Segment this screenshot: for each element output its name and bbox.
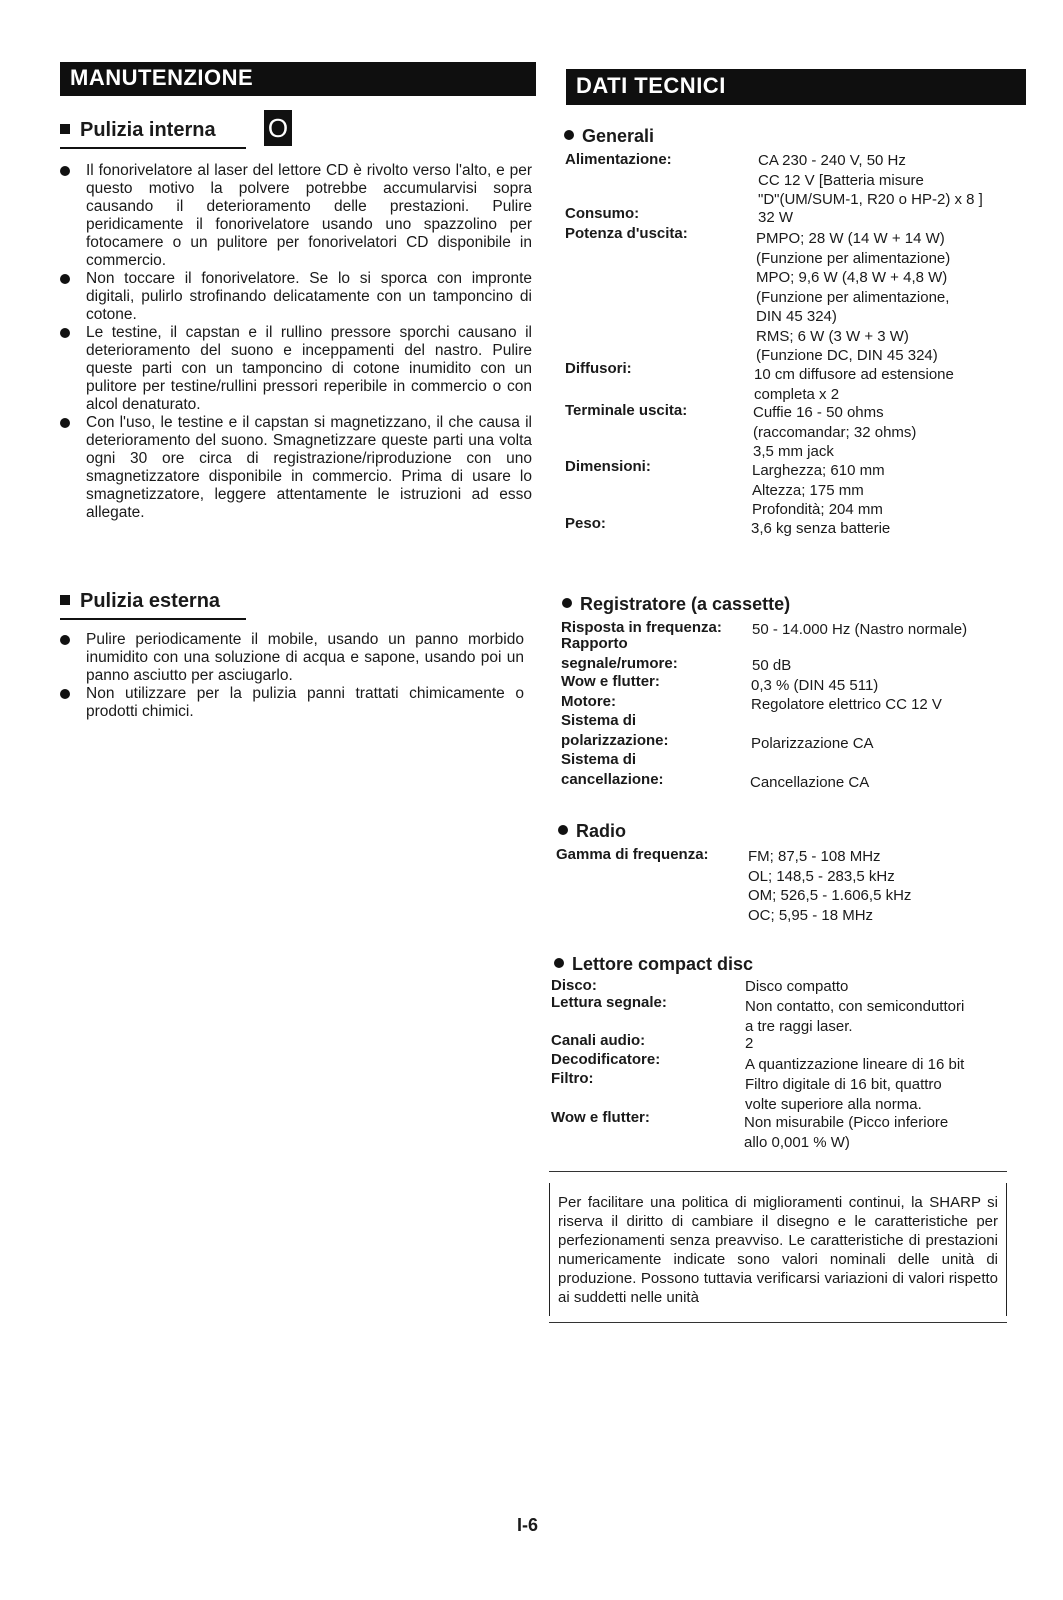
spec-value: Non contatto, con semiconduttori a tre raggi laser. bbox=[745, 998, 965, 1035]
spec-label: Rapporto segnale/rumore: bbox=[561, 635, 678, 672]
spec-value: Non misurabile (Picco inferiore allo 0,001 % W) bbox=[744, 1114, 949, 1151]
subheading-underline bbox=[60, 618, 246, 620]
spec-label: Motore: bbox=[561, 693, 616, 710]
spec-value: Filtro digitale di 16 bit, quattro volte superiore alla norma. bbox=[745, 1076, 942, 1113]
spec-label: Diffusori: bbox=[565, 360, 632, 377]
spec-value: CA 230 - 240 V, 50 Hz CC 12 V [Batteria misure "D"(UM/SUM-1, R20 o HP-2) x 8 ] bbox=[758, 152, 983, 208]
spec-label: Sistema di polarizzazione: bbox=[561, 712, 669, 749]
spec-value: Larghezza; 610 mm Altezza; 175 mm Profondità; 204 mm bbox=[752, 462, 885, 518]
spec-value: 50 dB bbox=[752, 657, 792, 674]
list-item: Non utilizzare per la pulizia panni trattati chimicamente o prodotti chimici. bbox=[58, 685, 524, 721]
spec-value: FM; 87,5 - 108 MHz OL; 148,5 - 283,5 kHz OM; 526,5 - 1.606,5 kHz OC; 5,95 - 18 MHz bbox=[748, 848, 912, 924]
subheading-pulizia-esterna: Pulizia esterna bbox=[60, 589, 220, 613]
cd-pickup-icon: O bbox=[264, 110, 292, 146]
spec-label: Canali audio: bbox=[551, 1032, 646, 1049]
list-item: Non toccare il fonorivelatore. Se lo si sporca con impronte digitali, pulirlo strofinando delicatamente con un tamponcino di cotone. bbox=[58, 270, 532, 324]
spec-table-registratore bbox=[561, 618, 1031, 793]
subheading-pulizia-interna: Pulizia interna bbox=[60, 118, 216, 142]
heading-generali: Generali bbox=[564, 125, 654, 147]
heading-radio: Radio bbox=[558, 820, 626, 842]
spec-value: Regolatore elettrico CC 12 V bbox=[751, 696, 942, 713]
subheading-underline bbox=[60, 147, 246, 149]
spec-value: Disco compatto bbox=[745, 978, 849, 995]
bullet-icon bbox=[558, 825, 568, 835]
spec-value: Polarizzazione CA bbox=[751, 735, 874, 752]
internal-cleaning-list bbox=[58, 162, 532, 522]
list-item: Con l'uso, le testine e il capstan si magnetizzano, il che causa il deterioramento del suono. Smagnetizzare queste parti una volta ogni 30 ore circa di registrazione/riproduzione con uno smagnetizzatore disponibile in commercio. Prima di usare lo smagnetizzatore, leggere attentamente le istruzioni ad esso allegate. bbox=[58, 414, 532, 522]
spec-table-radio bbox=[556, 845, 1026, 930]
spec-value: Cancellazione CA bbox=[750, 774, 870, 791]
spec-label: Lettura segnale: bbox=[551, 994, 667, 1011]
disclaimer-note: Per facilitare una politica di miglioramenti continui, la SHARP si riserva il diritto di cambiare il disegno e le caratteristiche per perfezionamenti senza preavviso. Le caratteristiche di prestazioni numericamente indicate sono valori nominali delle unità di produzione. Possono tuttavia verificarsi variazioni di valori rispetto ai suddetti nelle unità bbox=[549, 1183, 1007, 1316]
spec-label: Wow e flutter: bbox=[561, 673, 660, 690]
note-bottom-rule bbox=[549, 1322, 1007, 1323]
heading-registratore: Registratore (a cassette) bbox=[562, 593, 790, 615]
spec-table-generali bbox=[565, 150, 1045, 540]
page-number: I-6 bbox=[517, 1515, 539, 1535]
spec-table-cd bbox=[551, 976, 1021, 1156]
spec-label: Alimentazione: bbox=[565, 151, 672, 168]
spec-label: Gamma di frequenza: bbox=[556, 846, 709, 863]
spec-value: PMPO; 28 W (14 W + 14 W) (Funzione per alimentazione) MPO; 9,6 W (4,8 W + 4,8 W) (Funzione per alimentazione, DIN 45 324) RMS; 6 W (3 W + 3 W) (Funzione DC, DIN 45 324) bbox=[756, 230, 951, 364]
spec-value: 3,6 kg senza batterie bbox=[751, 520, 891, 537]
spec-label: Potenza d'uscita: bbox=[565, 225, 688, 242]
bullet-icon bbox=[562, 598, 572, 608]
spec-value: 32 W bbox=[758, 209, 794, 226]
spec-label: Peso: bbox=[565, 515, 606, 532]
spec-label: Decodificatore: bbox=[551, 1051, 661, 1068]
spec-value: 10 cm diffusore ad estensione completa x 2 bbox=[754, 366, 954, 403]
list-item: Il fonorivelatore al laser del lettore CD è rivolto verso l'alto, e per questo motivo la polvere potrebbe accumularvisi sopra causando il deterioramento delle prestazioni. Pulire peridicamente il fonorivelatore usando uno spazzolino per fotocamere o un pulitore per fonorivelatori CD disponibile in commercio. bbox=[58, 162, 532, 270]
external-cleaning-list bbox=[58, 631, 524, 721]
bullet-icon bbox=[554, 958, 564, 968]
spec-label: Dimensioni: bbox=[565, 458, 651, 475]
list-item: Le testine, il capstan e il rullino pressore sporchi causano il deterioramento del suono e inceppamenti del nastro. Pulire queste parti con un tamponcino di cotone inumidito con un pulitore per testine/rullini pressori reperibile in commercio o con alcol denaturato. bbox=[58, 324, 532, 414]
square-bullet-icon bbox=[60, 595, 70, 605]
square-bullet-icon bbox=[60, 124, 70, 134]
spec-value: 0,3 % (DIN 45 511) bbox=[751, 677, 879, 694]
spec-label: Wow e flutter: bbox=[551, 1109, 650, 1126]
spec-value: Cuffie 16 - 50 ohms (raccomandar; 32 ohms) 3,5 mm jack bbox=[753, 404, 917, 460]
list-item: Pulire periodicamente il mobile, usando un panno morbido inumidito con una soluzione di acqua e sapone, usando poi un panno asciutto per asciugarlo. bbox=[58, 631, 524, 685]
spec-label: Filtro: bbox=[551, 1070, 594, 1087]
spec-label: Risposta in frequenza: bbox=[561, 619, 722, 636]
heading-lettore-cd: Lettore compact disc bbox=[554, 953, 753, 975]
section-header-dati-tecnici: DATI TECNICI bbox=[566, 69, 1026, 105]
spec-label: Disco: bbox=[551, 977, 597, 994]
spec-label: Terminale uscita: bbox=[565, 402, 688, 419]
spec-label: Sistema di cancellazione: bbox=[561, 751, 664, 788]
section-header-manutenzione: MANUTENZIONE bbox=[60, 62, 536, 96]
note-top-rule bbox=[549, 1171, 1007, 1172]
spec-value: 2 bbox=[745, 1035, 754, 1052]
spec-value: A quantizzazione lineare di 16 bit bbox=[745, 1056, 965, 1073]
bullet-icon bbox=[564, 130, 574, 140]
spec-value: 50 - 14.000 Hz (Nastro normale) bbox=[752, 621, 968, 638]
spec-label: Consumo: bbox=[565, 205, 640, 222]
